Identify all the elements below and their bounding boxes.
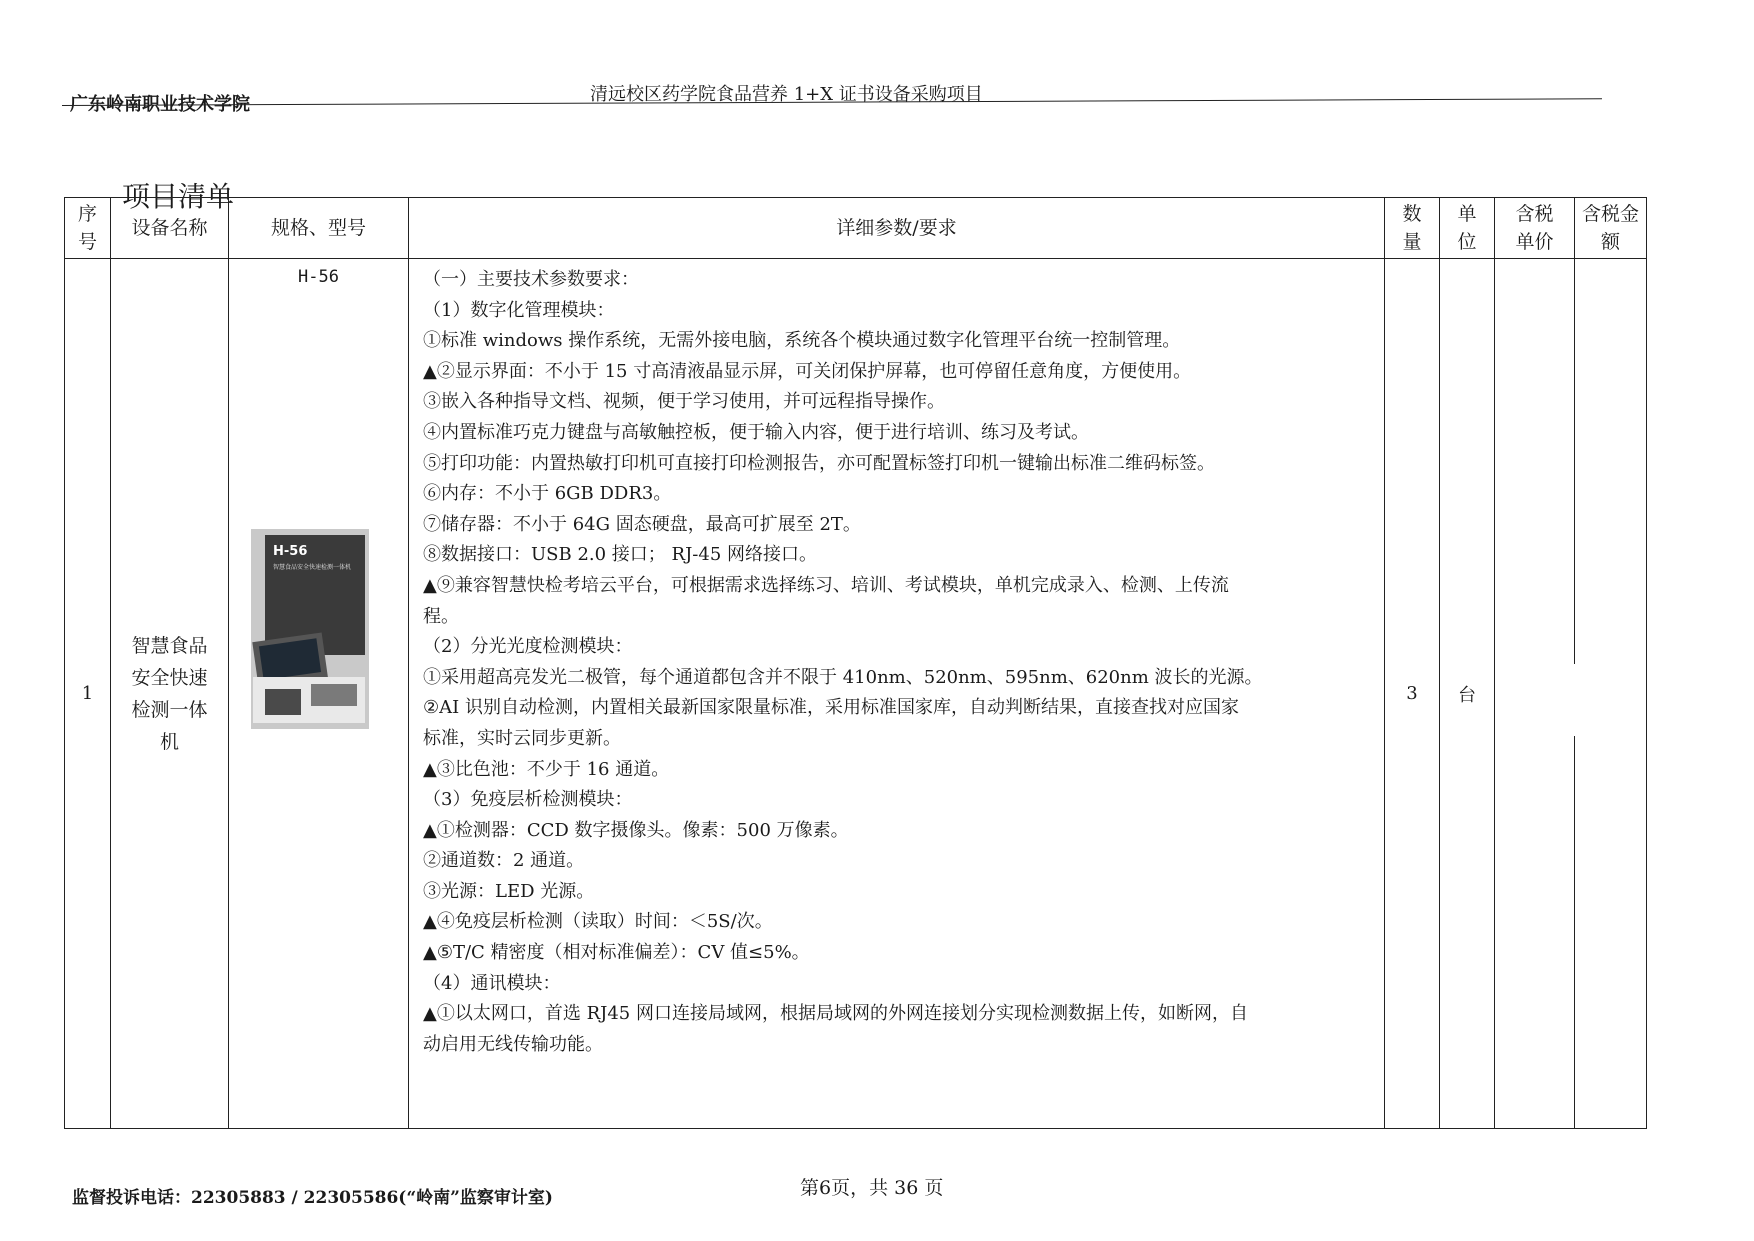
detail-line: （3）免疫层析检测模块：	[423, 789, 633, 811]
header-unit: 单位	[1440, 198, 1495, 259]
detail-line: ②AI 识别自动检测，内置相关最新国家限量标准，采用标准国家库，自动判断结果，直接查找对应国家	[423, 697, 1239, 719]
header-school: 广东岭南职业技术学院	[70, 94, 250, 115]
device-photo-label: H-56	[273, 544, 308, 559]
detail-list	[423, 265, 1376, 1060]
detail-line: （1）数字化管理模块：	[423, 299, 615, 321]
detail-line: （2）分光光度检测模块：	[423, 636, 633, 658]
header-model: 规格、型号	[229, 198, 409, 259]
detail-line: ▲①检测器：CCD 数字摄像头。像素：500 万像素。	[423, 819, 849, 841]
detail-line: （一）主要技术参数要求：	[423, 269, 639, 290]
detail-line: ▲④免疫层析检测（读取）时间：＜5S/次。	[423, 911, 773, 933]
device-photo-caption: 智慧食品安全快速检测一体机	[273, 564, 352, 571]
detail-line: ②通道数：2 通道。	[423, 850, 585, 872]
detail-line: ▲①以太网口，首选 RJ45 网口连接局域网，根据局域网的外网连接划分实现检测数据上传，如断网，自	[423, 1003, 1248, 1025]
cell-seq: 1	[65, 259, 111, 1129]
detail-line: ⑦储存器：不小于 64G 固态硬盘，最高可扩展至 2T。	[423, 513, 861, 535]
detail-line: ⑥内存：不小于 6GB DDR3。	[423, 483, 672, 505]
footer-complaint: 监督投诉电话：22305883 / 22305586(“岭南”监察审计室)	[72, 1188, 553, 1208]
detail-line: ▲⑨兼容智慧快检考培云平台，可根据需求选择练习、培训、考试模块，单机完成录入、检测、上传流	[423, 574, 1229, 596]
detail-line: （4）通讯模块：	[423, 972, 561, 994]
detail-line: ⑧数据接口：USB 2.0 接口； RJ-45 网络接口。	[423, 544, 817, 566]
table-row	[65, 259, 1647, 1129]
detail-line: ③嵌入各种指导文档、视频，便于学习使用，并可远程指导操作。	[423, 391, 945, 413]
header-detail: 详细参数/要求	[409, 198, 1385, 259]
footer-page: 第6页，共 36 页	[800, 1177, 944, 1199]
cell-qty: 3	[1385, 259, 1440, 1129]
cell-unit: 台	[1440, 259, 1495, 1129]
cell-details	[409, 259, 1385, 1129]
detail-line: 程。	[423, 605, 459, 627]
detail-line: ▲⑤T/C 精密度（相对标准偏差）：CV 值≤5%。	[423, 942, 810, 964]
section-title: 项目清单	[122, 180, 235, 213]
table-header-row	[65, 198, 1647, 259]
header-amount: 含税金额	[1575, 198, 1647, 259]
model-text: H-56	[298, 267, 339, 287]
detail-line: 标准，实时云同步更新。	[423, 727, 621, 749]
detail-line: ▲③比色池：不少于 16 通道。	[423, 758, 670, 780]
header-qty: 数量	[1385, 198, 1440, 259]
device-photo	[251, 529, 369, 729]
cell-model	[229, 259, 409, 1129]
header-price: 含税单价	[1495, 198, 1575, 259]
detail-line: ①采用超高亮发光二极管，每个通道都包含并不限于 410nm、520nm、595nm、620nm 波长的光源。	[423, 666, 1263, 688]
detail-line: ▲②显示界面：不小于 15 寸高清液晶显示屏，可关闭保护屏幕，也可停留任意角度，方便使用。	[423, 360, 1192, 382]
cell-device-name: 智慧食品安全快速检测一体机	[111, 259, 229, 1129]
redaction-box	[1512, 664, 1644, 736]
header-project-title: 清远校区药学院食品营养 1+X 证书设备采购项目	[590, 84, 983, 105]
item-list-table	[64, 197, 1647, 1129]
detail-line: ①标准 windows 操作系统，无需外接电脑，系统各个模块通过数字化管理平台统一控制管理。	[423, 330, 1181, 352]
header-seq: 序号	[65, 198, 111, 259]
detail-line: ⑤打印功能：内置热敏打印机可直接打印检测报告，亦可配置标签打印机一键输出标准二维码标签。	[423, 452, 1215, 474]
detail-line: ④内置标准巧克力键盘与高敏触控板，便于输入内容，便于进行培训、练习及考试。	[423, 421, 1089, 443]
detail-line: ③光源：LED 光源。	[423, 880, 595, 902]
header-name: 设备名称	[111, 198, 229, 259]
detail-line: 动启用无线传输功能。	[423, 1033, 603, 1055]
